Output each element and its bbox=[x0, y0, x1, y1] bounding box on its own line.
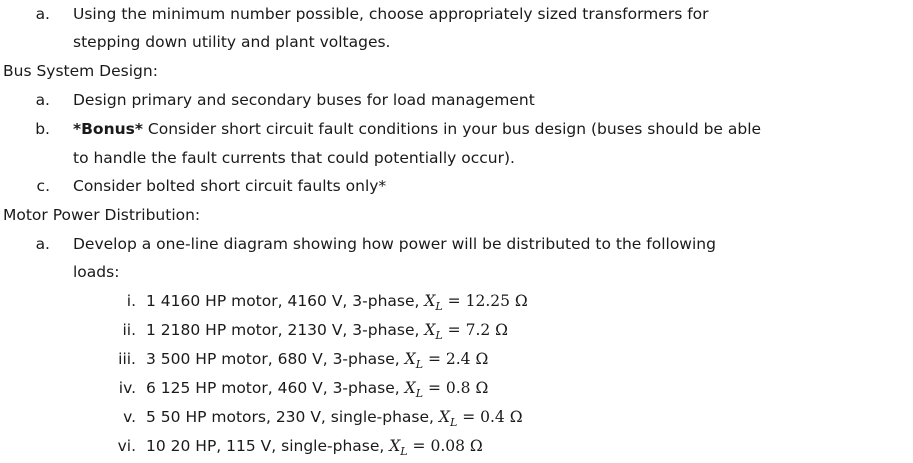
item-text: Design primary and secondary buses for load management bbox=[73, 91, 535, 109]
reactance-value: 2.4 Ω bbox=[445, 350, 489, 368]
reactance-symbol: X bbox=[424, 321, 436, 339]
item-text: Consider bolted short circuit faults only* bbox=[73, 177, 387, 195]
reactance-symbol: X bbox=[424, 292, 436, 310]
load-line bbox=[146, 349, 488, 375]
load-text: 3 500 HP motor, 680 V, 3-phase, bbox=[146, 350, 405, 368]
roman-marker: vi. bbox=[117, 437, 136, 455]
equals-sign: = bbox=[427, 350, 441, 368]
equals-sign: = bbox=[412, 437, 426, 455]
roman-marker: v. bbox=[123, 408, 136, 426]
reactance-symbol: X bbox=[404, 350, 416, 368]
reactance-subscript: L bbox=[435, 300, 443, 313]
load-text: 1 2180 HP motor, 2130 V, 3-phase, bbox=[146, 321, 425, 339]
equals-sign: = bbox=[447, 321, 461, 339]
reactance-value: 0.8 Ω bbox=[445, 379, 489, 397]
roman-marker: ii. bbox=[122, 321, 136, 339]
item-text bbox=[73, 119, 761, 139]
item-text: loads: bbox=[73, 263, 120, 281]
reactance-subscript: L bbox=[435, 329, 443, 342]
list-marker: b. bbox=[35, 120, 50, 138]
roman-marker: iv. bbox=[118, 379, 136, 397]
reactance-subscript: L bbox=[415, 358, 424, 371]
load-line bbox=[146, 291, 528, 317]
item-text: stepping down utility and plant voltages. bbox=[73, 33, 391, 51]
list-marker: a. bbox=[35, 5, 50, 23]
reactance-subscript: L bbox=[449, 416, 458, 429]
reactance-subscript: L bbox=[415, 387, 424, 400]
roman-marker: i. bbox=[126, 292, 136, 310]
reactance-subscript: L bbox=[400, 445, 408, 458]
list-marker: a. bbox=[35, 235, 50, 253]
list-marker: a. bbox=[35, 91, 50, 109]
reactance-value: 7.2 Ω bbox=[465, 321, 509, 339]
item-text: Develop a one-line diagram showing how power will be distributed to the following bbox=[73, 235, 716, 253]
bus-section-heading: Bus System Design: bbox=[3, 62, 158, 80]
equals-sign: = bbox=[427, 379, 441, 397]
reactance-symbol: X bbox=[389, 437, 401, 455]
equals-sign: = bbox=[447, 292, 461, 310]
list-marker: c. bbox=[36, 177, 50, 195]
load-text: 1 4160 HP motor, 4160 V, 3-phase, bbox=[146, 292, 425, 310]
equals-sign: = bbox=[462, 408, 476, 426]
load-line bbox=[146, 407, 523, 433]
load-text: 10 20 HP, 115 V, single-phase, bbox=[146, 437, 390, 455]
bonus-label: *Bonus* bbox=[73, 120, 143, 138]
load-line bbox=[146, 378, 488, 404]
reactance-value: 12.25 Ω bbox=[465, 292, 528, 310]
reactance-symbol: X bbox=[404, 379, 416, 397]
reactance-symbol: X bbox=[438, 408, 450, 426]
item-text-rest: Consider short circuit fault conditions in your bus design (buses should be able bbox=[142, 120, 762, 138]
motor-section-heading: Motor Power Distribution: bbox=[3, 206, 201, 224]
roman-marker: iii. bbox=[118, 350, 136, 368]
reactance-value: 0.08 Ω bbox=[430, 437, 483, 455]
load-line bbox=[146, 436, 483, 462]
load-line bbox=[146, 320, 508, 346]
item-text: to handle the fault currents that could potentially occur). bbox=[73, 149, 515, 167]
reactance-value: 0.4 Ω bbox=[480, 408, 523, 426]
load-text: 6 125 HP motor, 460 V, 3-phase, bbox=[146, 379, 405, 397]
load-text: 5 50 HP motors, 230 V, single-phase, bbox=[146, 408, 439, 426]
item-text: Using the minimum number possible, choose appropriately sized transformers for bbox=[73, 5, 709, 23]
